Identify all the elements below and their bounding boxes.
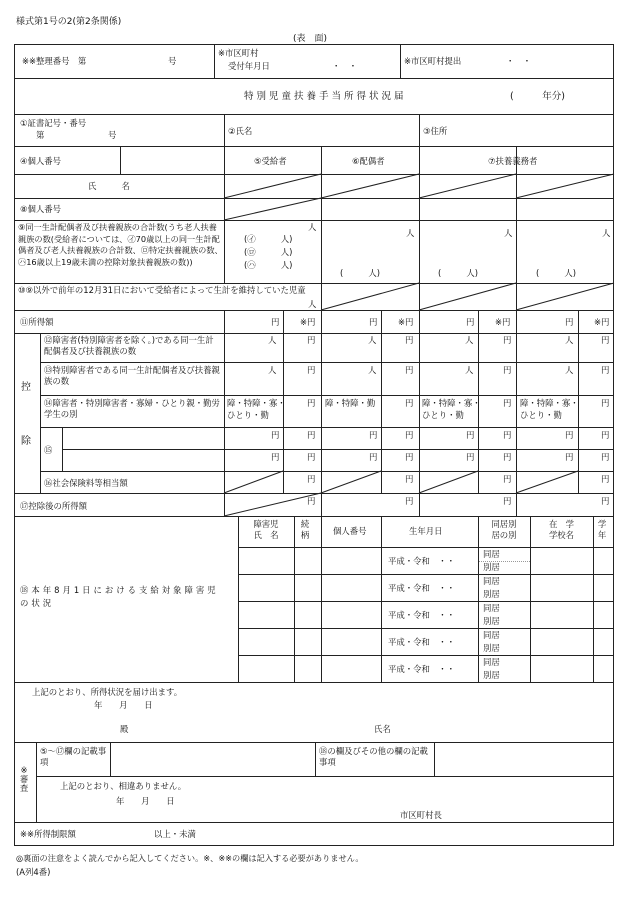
audit-col2: ⑱の欄及びその他の欄の記載事項 [319,746,428,767]
applicant-name-field[interactable] [398,718,598,736]
row10-unit: 人 [308,299,317,309]
child-bekkyo-3[interactable]: 別居 [483,616,500,626]
col-grade: 学年 [597,519,607,540]
audit-col1: ⑤～⑰欄の記載事項 [40,746,107,767]
col-dependent: ⑦扶養義務者 [488,156,538,166]
cert-go: 号 [108,130,117,140]
row9-text: ⑨同一生計配偶者及び扶養親族の合計数(うち老人扶養親族の数(受給者については、㋑70歳以上の同一生計配偶者及び老人扶養親族の合計数、㋺特定扶養親族の数、㋩16歳以上19歳未満の控除対象扶養親族の数)) [18,222,223,267]
child-dob-3[interactable]: 平成・令和 ・・ [388,610,455,620]
name-field[interactable] [262,116,417,144]
col-child-name: 障害児 氏 名 [253,519,279,540]
row11-label: ⑪所得額 [20,317,54,327]
child-bekkyo-2[interactable]: 別居 [483,589,500,599]
cert-dai: 第 [36,130,45,140]
seiri-suffix: 号 [168,56,177,66]
col-recipient: ⑤受給者 [254,156,287,166]
col-dob: 生年月日 [409,526,443,536]
teishutsu-label: ※市区町村提出 [404,56,462,66]
limit-value: 以上・未満 [154,829,196,839]
row11-yen-4: 円 [565,317,574,327]
declaration-text: 上記のとおり、所得状況を届け出ます。 [32,687,183,697]
row14-opt-spouse[interactable]: 障・特障・勤 [325,398,376,408]
row12-text: ⑫障害者(特別障害者を除く。)である同一生計配偶者及び扶養親族の数 [44,335,214,356]
cert-number-field[interactable] [122,116,222,144]
row16-label: ⑯社会保険料等相当額 [44,478,128,488]
audit-mayor: 市区町村長 [400,810,442,820]
cert-label: ①証書記号・番号 [20,118,87,128]
row11-star-2: ※円 [398,317,414,327]
row9-ro: (㋺ 人) [244,247,293,257]
child-dob-1[interactable]: 平成・令和 ・・ [388,556,455,566]
row15-label: ⑮ [44,445,53,455]
col-relation: 続柄 [300,519,310,540]
row13-text: ⑬特別障害者である同一生計配偶者及び扶養親族の数 [44,365,220,386]
col-spouse: ⑥配偶者 [352,156,385,166]
audit-date: 年 月 日 [116,796,175,806]
child-bekkyo-5[interactable]: 別居 [483,670,500,680]
uketsuke-date: 受付年月日 [228,61,270,71]
declaration-name: 氏名 [374,724,391,734]
form-title: 特別児童扶養手当所得状況届 [244,91,407,102]
row10-text: ⑩⑨以外で前年の12月31日において受給者によって生計を維持していた児童 [18,285,306,295]
child-dob-2[interactable]: 平成・令和 ・・ [388,583,455,593]
child-bekkyo-1[interactable]: 別居 [483,562,500,572]
seiri-label: ※※整理番号 第 [22,56,87,66]
row11-star-4: ※円 [594,317,610,327]
audit-confirm: 上記のとおり、相違ありません。 [60,781,187,791]
side-label: (表 面) [293,34,328,44]
name-row-label: 氏 名 [88,181,130,191]
row14-yen-2: 円 [405,398,414,408]
uketsuke-label: ※市区町村 [218,48,259,58]
row14-opt-dep1[interactable]: 障・特障・寡・ [422,398,481,408]
col-mynumber: 個人番号 [333,526,367,536]
limit-label: ※※所得制限額 [20,829,76,839]
row14-yen-1: 円 [307,398,316,408]
mynumber-field[interactable] [122,148,222,172]
mynumber-label: ④個人番号 [20,156,62,166]
kojo-label-2: 除 [21,436,31,447]
child-doukyo-1[interactable]: 同居 [483,549,500,559]
row9-i: (㋑ 人) [244,234,293,244]
row9-paren-dep1: ( 人) [438,268,479,278]
row14-yen-3: 円 [503,398,512,408]
address-label: ③住所 [423,126,448,136]
col-school: 在 学 学校名 [548,519,575,540]
kojo-label-1: 控 [21,382,31,393]
row9-unit-dep2: 人 [602,228,611,238]
teishutsu-dots: ・ ・ [506,56,532,66]
row9-paren-spouse: ( 人) [340,268,381,278]
declaration-dono: 殿 [120,724,129,734]
row11-star-1: ※円 [300,317,316,327]
row9-ha: (㋩ 人) [244,260,293,270]
row14-opt-recipient-2[interactable]: ひとり・勤 [227,410,269,420]
child-bekkyo-4[interactable]: 別居 [483,643,500,653]
seiri-number-field[interactable] [100,48,164,74]
row9-unit-recipient: 人 [308,222,317,232]
row14-text: ⑭障害者・特別障害者・寡婦・ひとり親・勤労学生の別 [44,398,220,419]
row14-opt-recipient[interactable]: 障・特障・寡・ [227,398,286,408]
row14-opt-dep1-2[interactable]: ひとり・勤 [422,410,464,420]
row9-unit-spouse: 人 [406,228,415,238]
row9-unit-dep1: 人 [504,228,513,238]
audit-mark: ※審査 [19,765,29,794]
child-doukyo-2[interactable]: 同居 [483,576,500,586]
row11-yen-3: 円 [466,317,475,327]
child-doukyo-4[interactable]: 同居 [483,630,500,640]
form-id: 様式第1号の2(第2条関係) [16,17,122,27]
address-field[interactable] [460,116,612,144]
declaration-date: 年 月 日 [94,700,153,710]
child-doukyo-3[interactable]: 同居 [483,603,500,613]
row14-opt-dep2[interactable]: 障・特障・寡・ [520,398,579,408]
name-label: ②氏名 [228,126,253,136]
row11-yen-1: 円 [271,317,280,327]
mynumber8-label: ⑧個人番号 [20,204,62,214]
row11-yen-2: 円 [369,317,378,327]
child-dob-4[interactable]: 平成・令和 ・・ [388,637,455,647]
title-year: ( 年分) [510,91,565,102]
child-doukyo-5[interactable]: 同居 [483,657,500,667]
footer-note: ◎裏面の注意をよく読んでから記入してください。※、※※の欄は記入する必要がありません。 [16,853,364,863]
row18-label: ⑱本年8月1日における支給対象障害児の状況 [20,585,219,609]
footer-paper: (A列4番) [16,867,51,877]
row11-star-3: ※円 [495,317,511,327]
child-dob-5[interactable]: 平成・令和 ・・ [388,664,455,674]
uketsuke-dots: ・ ・ [332,61,358,71]
col-live: 同居別 居の別 [491,519,517,540]
row17-label: ⑰控除後の所得額 [20,501,87,511]
row14-opt-dep2-2[interactable]: ひとり・勤 [520,410,562,420]
row9-paren-dep2: ( 人) [536,268,577,278]
row14-yen-4: 円 [601,398,610,408]
